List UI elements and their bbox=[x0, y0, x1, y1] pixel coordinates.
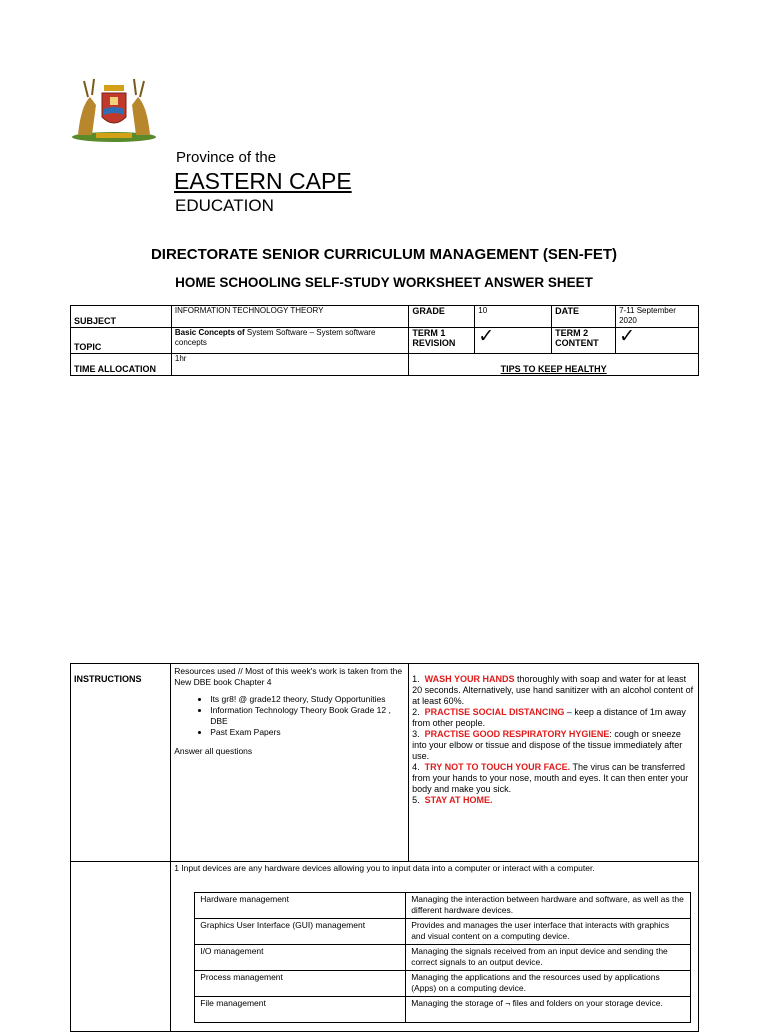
worksheet-title: HOME SCHOOLING SELF-STUDY WORKSHEET ANSWER SHEET bbox=[175, 275, 593, 290]
tip-item bbox=[412, 707, 695, 729]
resource-item: • Its gr8! @ grade12 theory, Study Opportunities bbox=[210, 694, 405, 705]
topic-rest: System Software – System software concepts bbox=[174, 328, 376, 347]
function-name: Process management bbox=[195, 971, 406, 997]
resources-intro: Resources used // Most of this week's work is taken from the New DBE book Chapter 4 bbox=[174, 666, 403, 687]
answers-cell bbox=[171, 862, 699, 1032]
tip-number: 1. bbox=[412, 674, 420, 684]
health-tips-cell bbox=[409, 664, 699, 862]
tip-item bbox=[412, 674, 695, 707]
function-description: Managing the storage of ¬ files and folders on your storage device. bbox=[406, 997, 691, 1023]
table-row bbox=[195, 893, 691, 919]
table-row bbox=[195, 971, 691, 997]
date-value: 7-11 September 2020 bbox=[616, 306, 699, 328]
instructions-table bbox=[70, 663, 699, 1032]
resources-cell bbox=[171, 664, 409, 862]
function-description: Managing the interaction between hardware and software, as well as the different hardware devices. bbox=[406, 893, 691, 919]
instructions-label: INSTRUCTIONS bbox=[71, 664, 171, 862]
department-name: EDUCATION bbox=[175, 196, 274, 215]
tip-number: 5. bbox=[412, 795, 420, 805]
tip-highlight: PRACTISE SOCIAL DISTANCING bbox=[424, 707, 565, 717]
function-name: File management bbox=[195, 997, 406, 1023]
resources-list bbox=[174, 694, 405, 738]
time-allocation-value: 1hr bbox=[171, 354, 408, 376]
resource-item: • Past Exam Papers bbox=[210, 727, 405, 738]
function-name: I/O management bbox=[195, 945, 406, 971]
tip-highlight: STAY AT HOME. bbox=[424, 795, 493, 805]
tip-text: thoroughly with soap and water for at least 20 seconds. Alternatively, use hand sanitizer with an alcohol content of at least 60%. bbox=[412, 674, 694, 706]
tip-item bbox=[412, 729, 695, 762]
info-table bbox=[70, 305, 699, 376]
topic-value bbox=[171, 328, 408, 354]
coat-of-arms-icon bbox=[70, 75, 158, 143]
tip-text: – keep a distance of 1m away from other people. bbox=[412, 707, 686, 728]
grade-value: 10 bbox=[475, 306, 552, 328]
tips-heading: TIPS TO KEEP HEALTHY bbox=[409, 354, 699, 376]
province-name: EASTERN CAPE bbox=[174, 168, 352, 194]
tip-highlight: WASH YOUR HANDS bbox=[424, 674, 515, 684]
resource-item: • Information Technology Theory Book Grade 12 , DBE bbox=[210, 705, 405, 727]
table-row bbox=[195, 919, 691, 945]
directorate-heading: DIRECTORATE SENIOR CURRICULUM MANAGEMENT (SEN-FET) bbox=[150, 246, 618, 263]
province-line: Province of the bbox=[176, 149, 277, 166]
tip-number: 3. bbox=[412, 729, 420, 739]
tip-highlight: PRACTISE GOOD RESPIRATORY HYGIENE bbox=[424, 729, 610, 739]
tip-text: The virus can be transferred from your hands to your nose, mouth and eyes. It can then enter your body and make you sick. bbox=[412, 762, 689, 794]
term2-check-icon: ✓ bbox=[616, 328, 699, 354]
subject-label: SUBJECT bbox=[71, 306, 172, 328]
topic-label: TOPIC bbox=[71, 328, 172, 354]
function-name: Hardware management bbox=[195, 893, 406, 919]
term1-check-icon: ✓ bbox=[475, 328, 552, 354]
topic-bold: Basic Concepts of bbox=[174, 328, 245, 337]
term2-label: TERM 2 CONTENT bbox=[552, 328, 616, 354]
function-description: Managing the applications and the resources used by applications (Apps) on a computing device. bbox=[406, 971, 691, 997]
tip-item bbox=[412, 795, 695, 806]
answer-all-note: Answer all questions bbox=[174, 746, 253, 756]
grade-label: GRADE bbox=[409, 306, 475, 328]
tip-number: 2. bbox=[412, 707, 420, 717]
answers-label-cell bbox=[71, 862, 171, 1032]
term1-label: TERM 1 REVISION bbox=[409, 328, 475, 354]
time-allocation-label: TIME ALLOCATION bbox=[71, 354, 172, 376]
os-functions-table bbox=[194, 892, 691, 1023]
tip-text: : cough or sneeze into your elbow or tissue and dispose of the tissue immediately after use. bbox=[412, 729, 683, 761]
subject-value: INFORMATION TECHNOLOGY THEORY bbox=[171, 306, 408, 328]
function-name: Graphics User Interface (GUI) management bbox=[195, 919, 406, 945]
date-label: DATE bbox=[552, 306, 616, 328]
tip-item bbox=[412, 762, 695, 795]
function-description: Managing the signals received from an input device and sending the correct signals to an output device. bbox=[406, 945, 691, 971]
table-row bbox=[195, 945, 691, 971]
tip-number: 4. bbox=[412, 762, 420, 772]
function-description: Provides and manages the user interface that interacts with graphics and visual content on a computing device. bbox=[406, 919, 691, 945]
answer-intro: 1 Input devices are any hardware devices allowing you to input data into a computer or interact with a computer. bbox=[174, 863, 595, 873]
tip-highlight: TRY NOT TO TOUCH YOUR FACE. bbox=[424, 762, 571, 772]
table-row bbox=[195, 997, 691, 1023]
